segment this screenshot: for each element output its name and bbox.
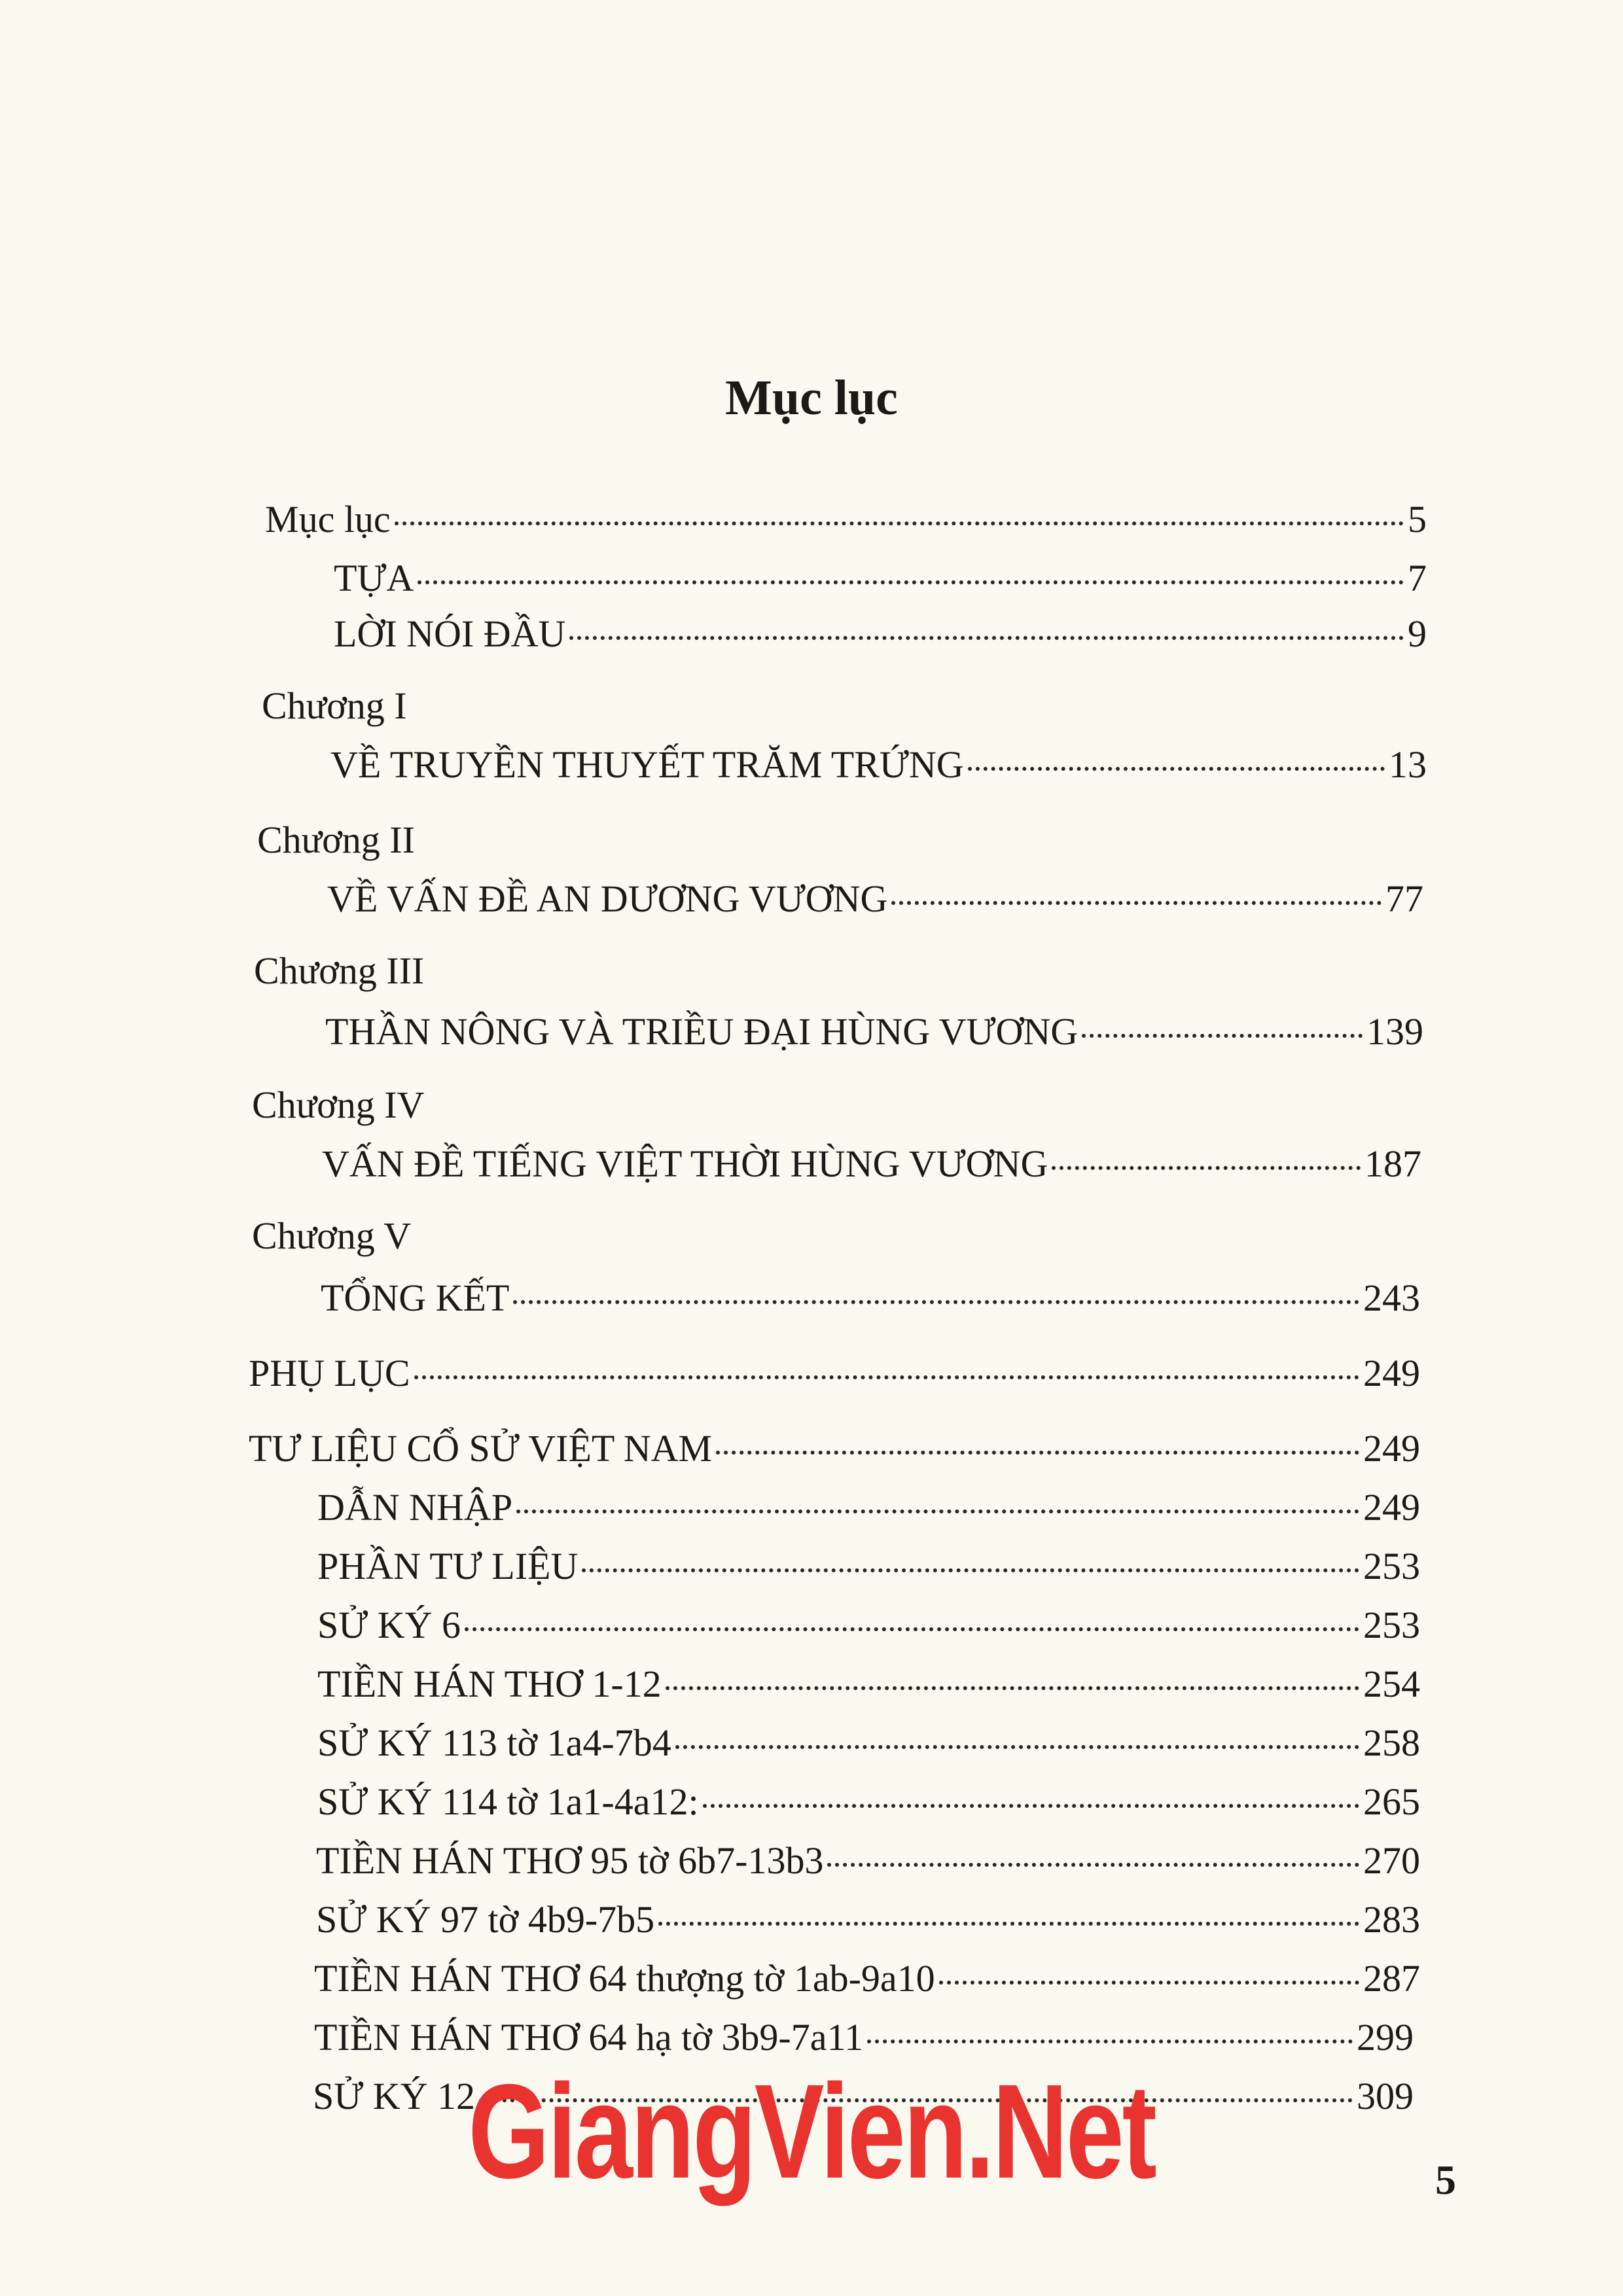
toc-entry-page: 258 [1363, 1722, 1420, 1764]
toc-entry [334, 612, 1427, 656]
toc-entry-label: SỬ KÝ 113 tờ 1a4-7b4 [317, 1722, 671, 1764]
toc-entry-page: 13 [1389, 743, 1427, 786]
dot-leader [513, 1300, 1359, 1304]
toc-entry [317, 1662, 1420, 1706]
toc-entry-label: TƯ LIỆU CỔ SỬ VIỆT NAM [249, 1427, 713, 1470]
toc-entry [317, 1485, 1420, 1529]
chapter-heading: Chương V [252, 1214, 412, 1257]
toc-entry [334, 556, 1427, 600]
dot-leader [666, 1686, 1359, 1690]
toc-entry-page: 7 [1408, 557, 1427, 599]
toc-entry [317, 1603, 1420, 1647]
toc-entry [317, 1721, 1420, 1765]
toc-entry-page: 249 [1363, 1427, 1420, 1470]
toc-entry-label: THẦN NÔNG VÀ TRIỀU ĐẠI HÙNG VƯƠNG [325, 1010, 1079, 1053]
toc-entry-label: DẪN NHẬP [317, 1486, 513, 1528]
toc-entry-page: 283 [1363, 1898, 1420, 1941]
toc-entry-page: 254 [1363, 1663, 1420, 1705]
dot-leader [569, 636, 1404, 640]
watermark-logo: GiangVien.Net [468, 2057, 1155, 2206]
dot-leader [516, 1510, 1359, 1513]
toc-entry-label: SỬ KÝ 6 [317, 1604, 461, 1646]
toc-entry-page: 249 [1363, 1486, 1420, 1528]
toc-entry-label: SỬ KÝ 97 tờ 4b9-7b5 [316, 1898, 655, 1941]
toc-entry-label: SỬ KÝ 12 [313, 2075, 476, 2117]
toc-entry-page: 309 [1357, 2075, 1414, 2117]
toc-entry-label: LỜI NÓI ĐẦU [334, 612, 566, 655]
toc-entry-label: TIỀN HÁN THƠ 64 thượng tờ 1ab-9a10 [314, 1957, 935, 2000]
dot-leader [414, 1375, 1359, 1379]
toc-entry-page: 77 [1385, 877, 1423, 920]
toc-entry [330, 743, 1427, 786]
toc-entry [322, 1142, 1421, 1186]
toc-entry-page: 9 [1408, 612, 1427, 655]
toc-entry-page: 187 [1364, 1142, 1421, 1185]
chapter-heading: Chương IV [252, 1084, 425, 1126]
toc-entry-label: Mục lục [265, 498, 391, 540]
toc-entry [265, 497, 1427, 541]
toc-entry-page: 253 [1363, 1545, 1420, 1587]
page-number: 5 [1435, 2157, 1456, 2203]
dot-leader [867, 2040, 1353, 2043]
toc-entry [317, 1780, 1420, 1824]
toc-entry [316, 1839, 1420, 1882]
dot-leader [1052, 1166, 1361, 1170]
toc-entry-label: SỬ KÝ 114 tờ 1a1-4a12: [317, 1780, 699, 1823]
dot-leader [1082, 1034, 1363, 1038]
toc-entry-label: TIỀN HÁN THƠ 95 tờ 6b7-13b3 [316, 1839, 824, 1882]
chapter-heading: Chương I [262, 684, 407, 727]
dot-leader [395, 521, 1404, 525]
dot-leader [703, 1804, 1359, 1808]
chapter-heading: Chương III [254, 949, 425, 992]
toc-entry-page: 249 [1363, 1352, 1420, 1394]
dot-leader [939, 1981, 1359, 1985]
dot-leader [465, 1627, 1359, 1631]
toc-entry-page: 270 [1363, 1839, 1420, 1882]
toc-entry-label: VỀ TRUYỀN THUYẾT TRĂM TRỨNG [330, 743, 964, 786]
page-title: Mục lục [725, 370, 898, 425]
toc-entry-page: 253 [1363, 1604, 1420, 1646]
toc-entry [314, 2015, 1414, 2059]
toc-entry-label: TIỀN HÁN THƠ 1-12 [317, 1663, 662, 1705]
toc-entry [321, 1276, 1420, 1320]
toc-entry-page: 287 [1363, 1957, 1420, 2000]
dot-leader [716, 1451, 1359, 1455]
toc-entry [316, 1898, 1420, 1941]
dot-leader [582, 1568, 1359, 1572]
dot-leader [827, 1863, 1359, 1867]
dot-leader [675, 1745, 1359, 1749]
chapter-heading: Chương II [257, 819, 415, 861]
toc-entry-label: PHỤ LỤC [249, 1352, 410, 1394]
dot-leader [418, 580, 1404, 584]
dot-leader [968, 767, 1385, 771]
toc-entry-label: TỔNG KẾT [321, 1277, 510, 1319]
toc-entry [314, 1956, 1420, 2000]
toc-entry-label: TIỀN HÁN THƠ 64 hạ tờ 3b9-7a11 [314, 2016, 864, 2058]
toc-entry [249, 1426, 1420, 1470]
toc-entry-page: 5 [1408, 498, 1427, 540]
toc-entry-page: 265 [1363, 1780, 1420, 1823]
toc-entry [249, 1351, 1420, 1395]
dot-leader [891, 901, 1382, 905]
toc-entry-page: 139 [1366, 1010, 1423, 1053]
toc-entry-label: VỀ VẤN ĐỀ AN DƯƠNG VƯƠNG [327, 877, 888, 920]
toc-entry-page: 299 [1357, 2016, 1414, 2058]
toc-entry-label: PHẦN TƯ LIỆU [317, 1545, 579, 1587]
toc-entry-page: 243 [1363, 1277, 1420, 1319]
toc-entry-label: VẤN ĐỀ TIẾNG VIỆT THỜI HÙNG VƯƠNG [322, 1142, 1048, 1185]
toc-entry [317, 1544, 1420, 1588]
toc-entry [325, 1010, 1423, 1053]
toc-entry [327, 877, 1423, 921]
toc-entry-label: TỰA [334, 557, 414, 599]
dot-leader [658, 1922, 1359, 1926]
